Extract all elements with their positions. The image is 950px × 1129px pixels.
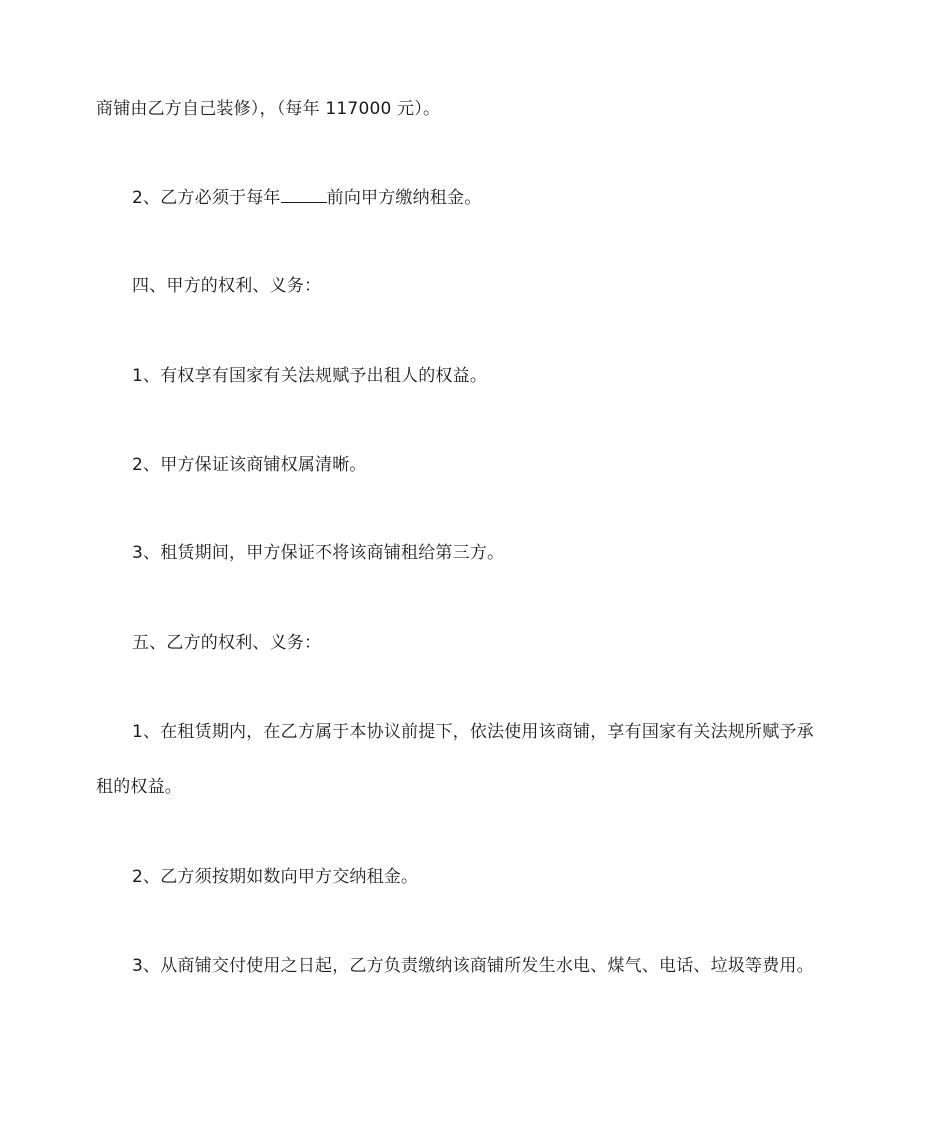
text-line: 租的权益。: [96, 777, 182, 797]
text-line: 1、在租赁期内，在乙方属于本协议前提下，依法使用该商铺，享有国家有关法规所赋予承: [132, 722, 814, 742]
section-heading: 四、甲方的权利、义务：: [132, 276, 322, 296]
text-line: 3、租赁期间，甲方保证不将该商铺租给第三方。: [132, 543, 505, 563]
text-line: 前向甲方缴纳租金。: [326, 188, 482, 208]
text-line: 3、从商铺交付使用之日起，乙方负责缴纳该商铺所发生水电、煤气、电话、垃圾等费用。: [132, 956, 814, 976]
text-line: 2、乙方必须于每年: [132, 188, 281, 208]
heading-party-b-rights: [132, 632, 902, 654]
paragraph-payment-deadline: [132, 186, 902, 209]
text-line: 2、乙方须按期如数向甲方交纳租金。: [132, 867, 419, 887]
heading-party-a-rights: [132, 275, 902, 297]
text-line: 商铺由乙方自己装修），（每年 117000 元）。: [96, 99, 441, 119]
clause-b-1: [132, 721, 902, 743]
paragraph-rent-amount-cont: [96, 98, 866, 120]
text-line: 1、有权享有国家有关法规赋予出租人的权益。: [132, 366, 488, 386]
text-line: 2、甲方保证该商铺权属清晰。: [132, 455, 367, 475]
clause-a-3: [132, 542, 902, 564]
clause-b-1-cont: [96, 776, 866, 798]
clause-a-1: [132, 365, 902, 387]
clause-b-2: [132, 866, 902, 888]
fill-in-blank: [281, 186, 327, 203]
clause-b-3: [132, 955, 902, 977]
clause-a-2: [132, 454, 902, 476]
section-heading: 五、乙方的权利、义务：: [132, 633, 322, 653]
